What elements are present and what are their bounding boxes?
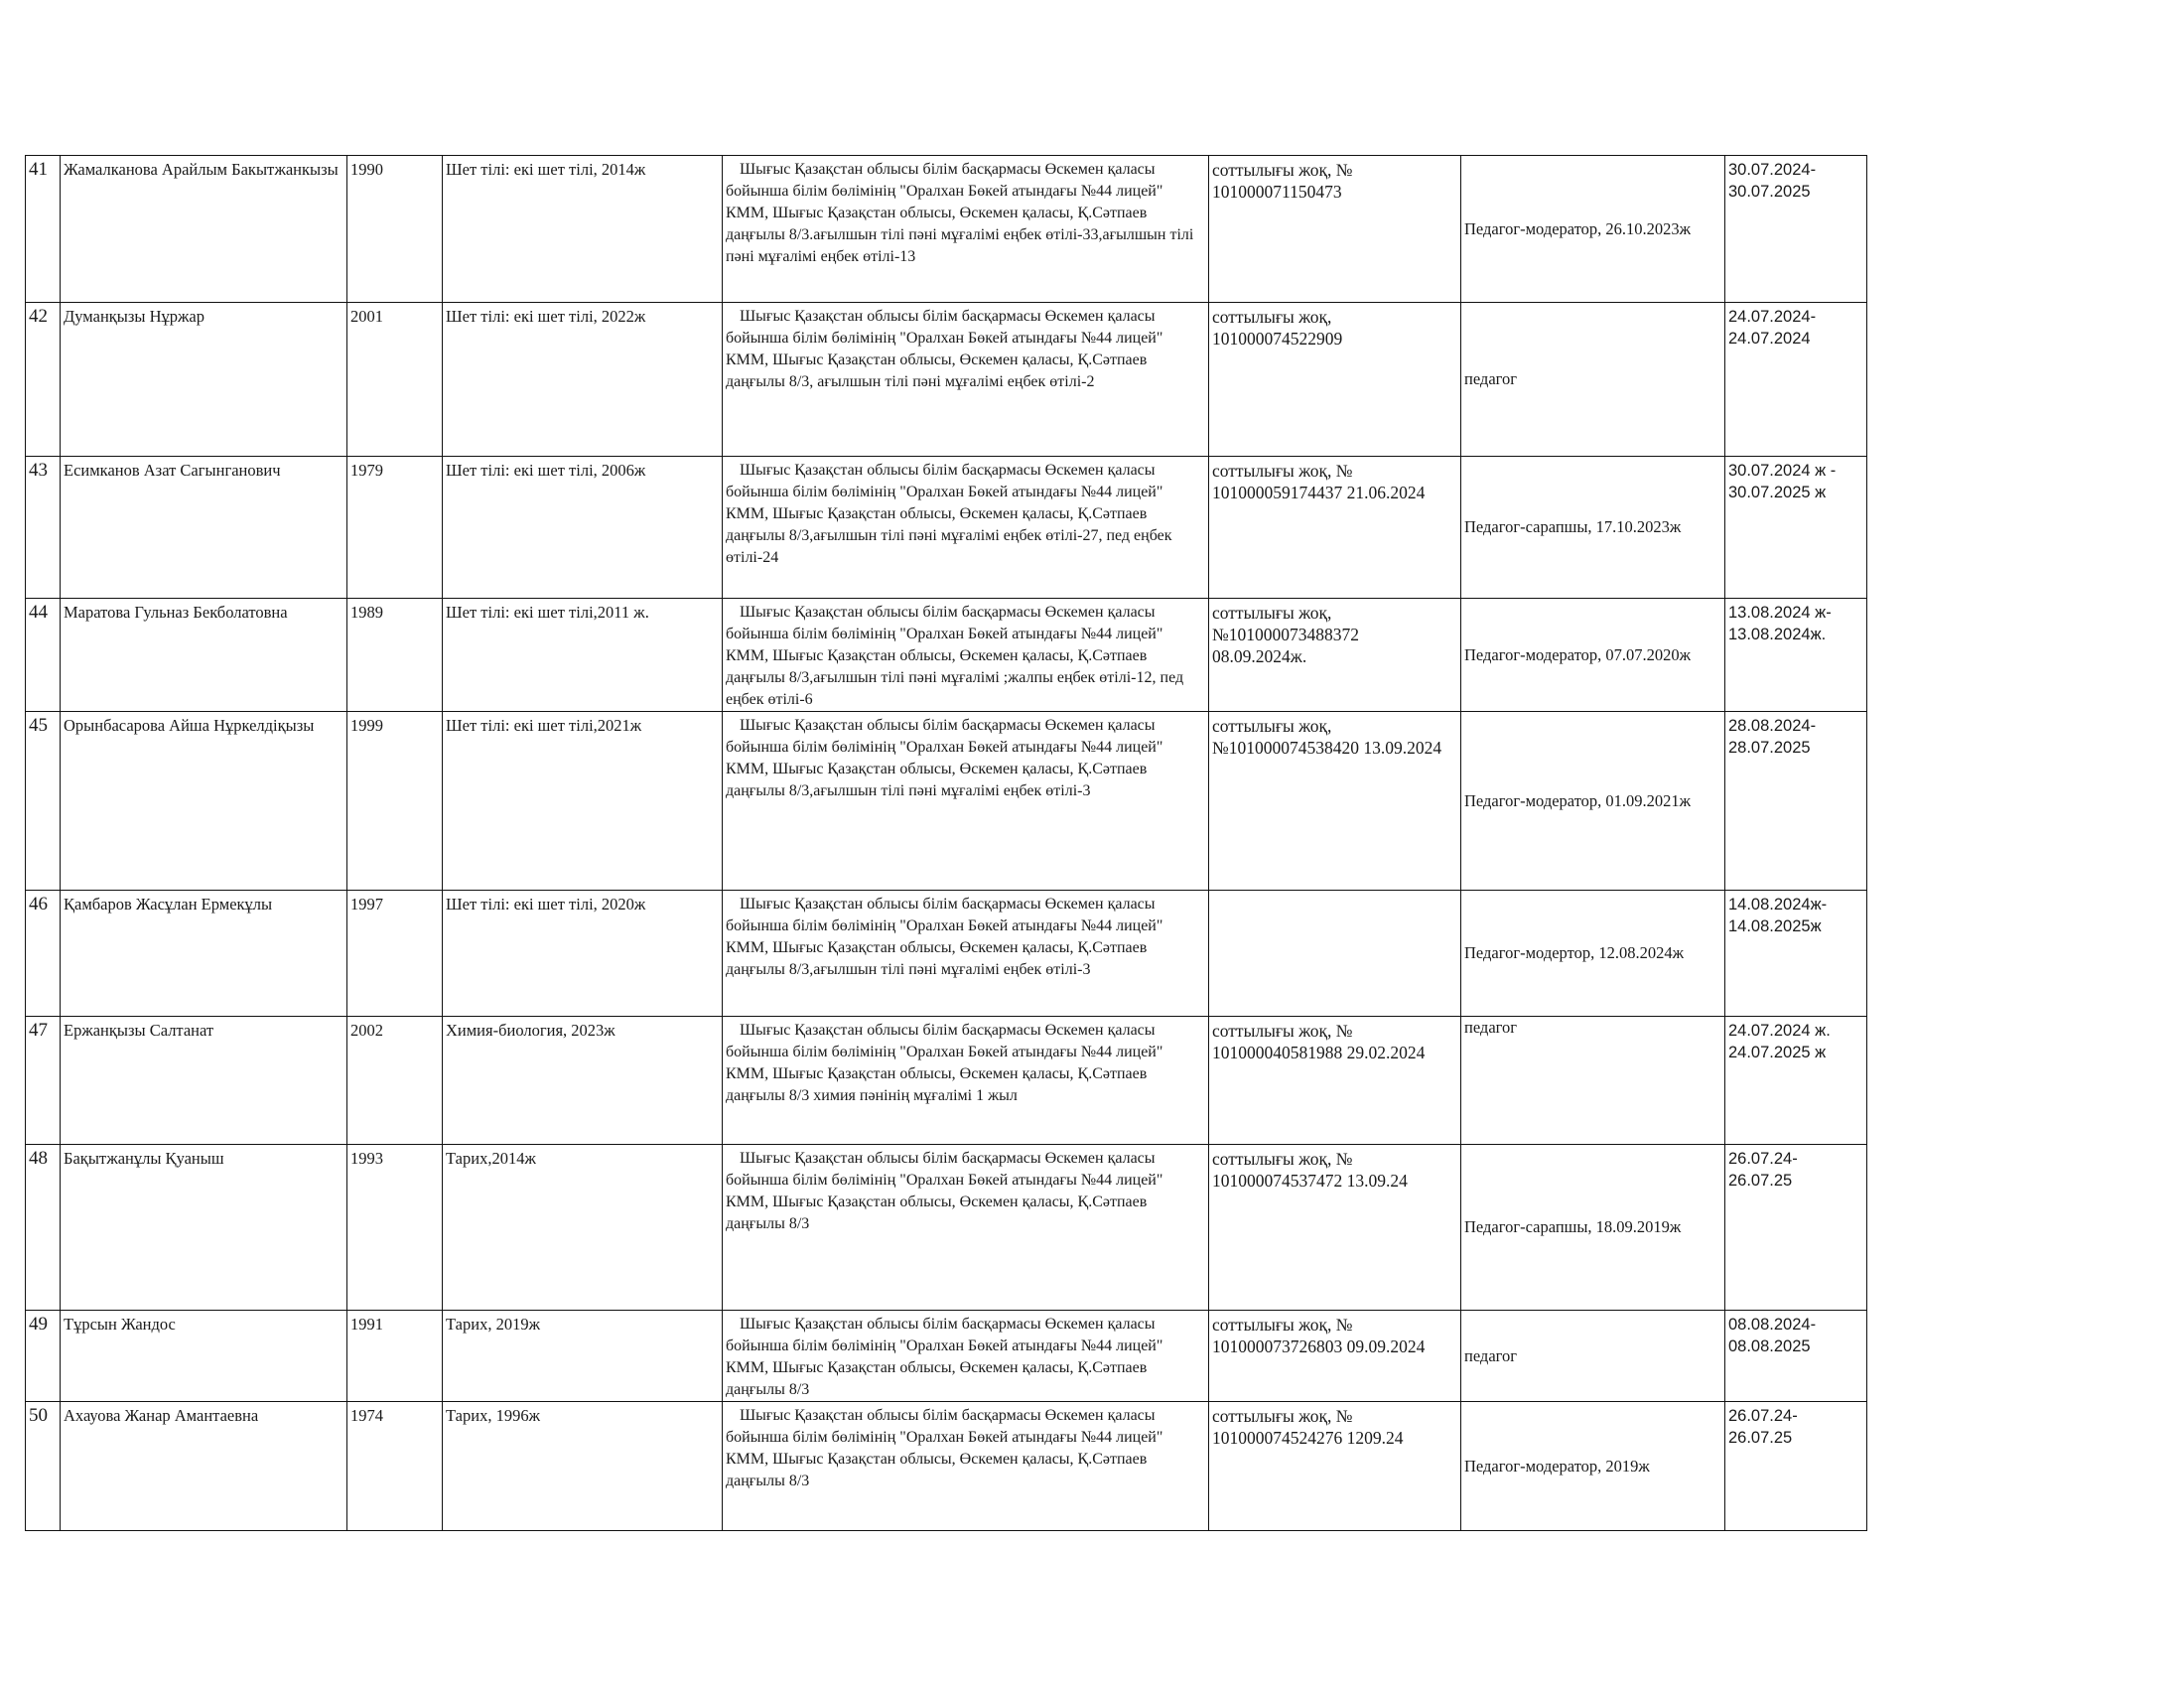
birth-year: 1997 xyxy=(347,891,443,1017)
qualification-category: Педагог-сарапшы, 18.09.2019ж xyxy=(1461,1145,1725,1311)
contract-period: 26.07.24- 26.07.25 xyxy=(1725,1145,1867,1311)
full-name: Қамбаров Жасұлан Ермекұлы xyxy=(61,891,347,1017)
criminal-record-certificate: соттылығы жоқ, № 101000059174437 21.06.2024 xyxy=(1209,457,1461,599)
row-number: 44 xyxy=(26,599,61,712)
contract-period: 24.07.2024 ж. 24.07.2025 ж xyxy=(1725,1017,1867,1145)
specialty: Тарих,2014ж xyxy=(443,1145,723,1311)
birth-year: 2002 xyxy=(347,1017,443,1145)
criminal-record-certificate: соттылығы жоқ, №101000073488372 08.09.2024ж. xyxy=(1209,599,1461,712)
contract-period: 28.08.2024- 28.07.2025 xyxy=(1725,712,1867,891)
full-name: Жамалканова Арайлым Бакытжанкызы xyxy=(61,156,347,303)
criminal-record-certificate: соттылығы жоқ, № 101000074537472 13.09.24 xyxy=(1209,1145,1461,1311)
birth-year: 2001 xyxy=(347,303,443,457)
organization: Шығыс Қазақстан облысы білім басқармасы Өскемен қаласы бойынша білім бөлімінің "Оралхан Бөкей атындағы №44 лицей" КММ, Шығыс Қазақстан облысы, Өскемен қаласы, Қ.Сәтпаев даңғылы 8/3 xyxy=(723,1402,1209,1531)
qualification-category: педагог xyxy=(1461,303,1725,457)
qualification-category: Педагог-модератор, 07.07.2020ж xyxy=(1461,599,1725,712)
row-number: 43 xyxy=(26,457,61,599)
row-number: 46 xyxy=(26,891,61,1017)
criminal-record-certificate: соттылығы жоқ, № 101000071150473 xyxy=(1209,156,1461,303)
specialty: Тарих, 2019ж xyxy=(443,1311,723,1402)
criminal-record-certificate: соттылығы жоқ, № 101000073726803 09.09.2024 xyxy=(1209,1311,1461,1402)
criminal-record-certificate xyxy=(1209,891,1461,1017)
criminal-record-certificate: соттылығы жоқ, №101000074538420 13.09.2024 xyxy=(1209,712,1461,891)
specialty: Шет тілі: екі шет тілі, 2020ж xyxy=(443,891,723,1017)
organization: Шығыс Қазақстан облысы білім басқармасы Өскемен қаласы бойынша білім бөлімінің "Оралхан Бөкей атындағы №44 лицей" КММ, Шығыс Қазақстан облысы, Өскемен қаласы, Қ.Сәтпаев даңғылы 8/3, ағылшын тілі пәні мұғалімі еңбек өтілі-2 xyxy=(723,303,1209,457)
qualification-category: Педагог-модератор, 2019ж xyxy=(1461,1402,1725,1531)
specialty: Шет тілі: екі шет тілі, 2006ж xyxy=(443,457,723,599)
contract-period: 26.07.24- 26.07.25 xyxy=(1725,1402,1867,1531)
full-name: Маратова Гульназ Бекболатовна xyxy=(61,599,347,712)
specialty: Шет тілі: екі шет тілі,2011 ж. xyxy=(443,599,723,712)
birth-year: 1979 xyxy=(347,457,443,599)
birth-year: 1993 xyxy=(347,1145,443,1311)
organization: Шығыс Қазақстан облысы білім басқармасы Өскемен қаласы бойынша білім бөлімінің "Оралхан Бөкей атындағы №44 лицей" КММ, Шығыс Қазақстан облысы, Өскемен қаласы, Қ.Сәтпаев даңғылы 8/3,ағылшын тілі пәні мұғалімі еңбек өтілі-3 xyxy=(723,712,1209,891)
birth-year: 1990 xyxy=(347,156,443,303)
table-row xyxy=(26,599,1867,712)
specialty: Шет тілі: екі шет тілі,2021ж xyxy=(443,712,723,891)
qualification-category: Педагог-сарапшы, 17.10.2023ж xyxy=(1461,457,1725,599)
row-number: 50 xyxy=(26,1402,61,1531)
full-name: Бақытжанұлы Қуаныш xyxy=(61,1145,347,1311)
full-name: Есимканов Азат Сагынганович xyxy=(61,457,347,599)
table-row xyxy=(26,1402,1867,1531)
criminal-record-certificate: соттылығы жоқ, № 101000040581988 29.02.2024 xyxy=(1209,1017,1461,1145)
contract-period: 30.07.2024- 30.07.2025 xyxy=(1725,156,1867,303)
qualification-category: педагог xyxy=(1461,1311,1725,1402)
specialty: Шет тілі: екі шет тілі, 2014ж xyxy=(443,156,723,303)
specialty: Шет тілі: екі шет тілі, 2022ж xyxy=(443,303,723,457)
specialty: Химия-биология, 2023ж xyxy=(443,1017,723,1145)
birth-year: 1974 xyxy=(347,1402,443,1531)
organization: Шығыс Қазақстан облысы білім басқармасы Өскемен қаласы бойынша білім бөлімінің "Оралхан Бөкей атындағы №44 лицей" КММ, Шығыс Қазақстан облысы, Өскемен қаласы, Қ.Сәтпаев даңғылы 8/3 xyxy=(723,1311,1209,1402)
full-name: Думанқызы Нұржар xyxy=(61,303,347,457)
row-number: 42 xyxy=(26,303,61,457)
table-row xyxy=(26,303,1867,457)
table-row xyxy=(26,891,1867,1017)
table-body xyxy=(26,156,1867,1531)
table-row xyxy=(26,1017,1867,1145)
criminal-record-certificate: соттылығы жоқ, 101000074522909 xyxy=(1209,303,1461,457)
table-row xyxy=(26,1311,1867,1402)
criminal-record-certificate: соттылығы жоқ, № 101000074524276 1209.24 xyxy=(1209,1402,1461,1531)
birth-year: 1999 xyxy=(347,712,443,891)
full-name: Орынбасарова Айша Нұркелдіқызы xyxy=(61,712,347,891)
row-number: 41 xyxy=(26,156,61,303)
qualification-category: педагог xyxy=(1461,1017,1725,1145)
staff-table xyxy=(25,155,1867,1531)
organization: Шығыс Қазақстан облысы білім басқармасы Өскемен қаласы бойынша білім бөлімінің "Оралхан Бөкей атындағы №44 лицей" КММ, Шығыс Қазақстан облысы, Өскемен қаласы, Қ.Сәтпаев даңғылы 8/3,ағылшын тілі пәні мұғалімі еңбек өтілі-3 xyxy=(723,891,1209,1017)
table-row xyxy=(26,457,1867,599)
contract-period: 13.08.2024 ж- 13.08.2024ж. xyxy=(1725,599,1867,712)
birth-year: 1989 xyxy=(347,599,443,712)
row-number: 49 xyxy=(26,1311,61,1402)
full-name: Тұрсын Жандос xyxy=(61,1311,347,1402)
contract-period: 08.08.2024- 08.08.2025 xyxy=(1725,1311,1867,1402)
table-row xyxy=(26,1145,1867,1311)
row-number: 45 xyxy=(26,712,61,891)
row-number: 48 xyxy=(26,1145,61,1311)
birth-year: 1991 xyxy=(347,1311,443,1402)
organization: Шығыс Қазақстан облысы білім басқармасы Өскемен қаласы бойынша білім бөлімінің "Оралхан Бөкей атындағы №44 лицей" КММ, Шығыс Қазақстан облысы, Өскемен қаласы, Қ.Сәтпаев даңғылы 8/3,ағылшын тілі пәні мұғалімі еңбек өтілі-27, пед еңбек өтілі-24 xyxy=(723,457,1209,599)
contract-period: 30.07.2024 ж - 30.07.2025 ж xyxy=(1725,457,1867,599)
organization: Шығыс Қазақстан облысы білім басқармасы Өскемен қаласы бойынша білім бөлімінің "Оралхан Бөкей атындағы №44 лицей" КММ, Шығыс Қазақстан облысы, Өскемен қаласы, Қ.Сәтпаев даңғылы 8/3 xyxy=(723,1145,1209,1311)
full-name: Ахауова Жанар Амантаевна xyxy=(61,1402,347,1531)
qualification-category: Педагог-модератор, 01.09.2021ж xyxy=(1461,712,1725,891)
qualification-category: Педагог-модератор, 26.10.2023ж xyxy=(1461,156,1725,303)
qualification-category: Педагог-модертор, 12.08.2024ж xyxy=(1461,891,1725,1017)
contract-period: 24.07.2024- 24.07.2024 xyxy=(1725,303,1867,457)
organization: Шығыс Қазақстан облысы білім басқармасы Өскемен қаласы бойынша білім бөлімінің "Оралхан Бөкей атындағы №44 лицей" КММ, Шығыс Қазақстан облысы, Өскемен қаласы, Қ.Сәтпаев даңғылы 8/3.ағылшын тілі пәні мұғалімі еңбек өтілі-33,ағылшын тілі пәні мұғалімі еңбек өтілі-13 xyxy=(723,156,1209,303)
table-row xyxy=(26,156,1867,303)
specialty: Тарих, 1996ж xyxy=(443,1402,723,1531)
full-name: Ержанқызы Салтанат xyxy=(61,1017,347,1145)
organization: Шығыс Қазақстан облысы білім басқармасы Өскемен қаласы бойынша білім бөлімінің "Оралхан Бөкей атындағы №44 лицей" КММ, Шығыс Қазақстан облысы, Өскемен қаласы, Қ.Сәтпаев даңғылы 8/3,ағылшын тілі пәні мұғалімі ;жалпы еңбек өтілі-12, пед еңбек өтілі-6 xyxy=(723,599,1209,712)
table-row xyxy=(26,712,1867,891)
row-number: 47 xyxy=(26,1017,61,1145)
contract-period: 14.08.2024ж- 14.08.2025ж xyxy=(1725,891,1867,1017)
organization: Шығыс Қазақстан облысы білім басқармасы Өскемен қаласы бойынша білім бөлімінің "Оралхан Бөкей атындағы №44 лицей" КММ, Шығыс Қазақстан облысы, Өскемен қаласы, Қ.Сәтпаев даңғылы 8/3 химия пәнінің мұғалімі 1 жыл xyxy=(723,1017,1209,1145)
